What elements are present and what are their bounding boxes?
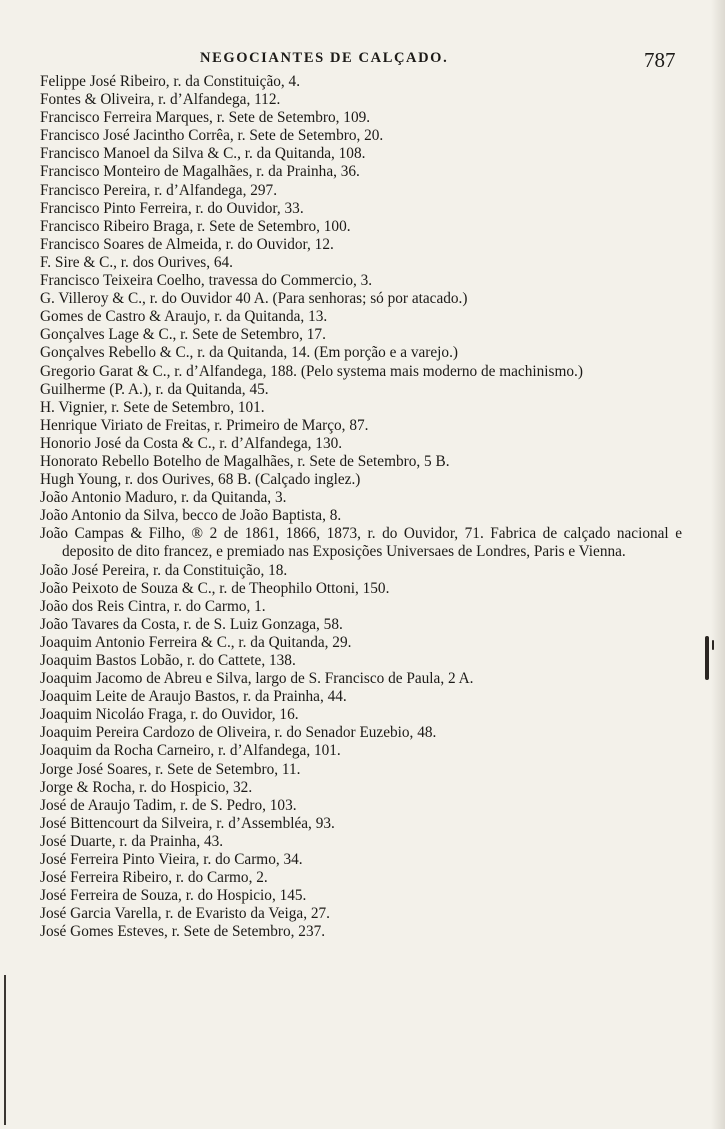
directory-entry: Francisco Teixeira Coelho, travessa do Commercio, 3. xyxy=(40,272,373,290)
page-number: 787 xyxy=(644,48,676,72)
directory-entry: Francisco José Jacintho Corrêa, r. Sete de Setembro, 20. xyxy=(40,127,384,145)
directory-entry: Francisco Manoel da Silva & C., r. da Quitanda, 108. xyxy=(40,145,366,163)
directory-entry: Henrique Viriato de Freitas, r. Primeiro de Março, 87. xyxy=(40,416,369,434)
directory-entry: Jorge José Soares, r. Sete de Setembro, 11. xyxy=(40,760,301,778)
directory-entry: G. Villeroy & C., r. do Ouvidor 40 A. (Para senhoras; só por atacado.) xyxy=(40,290,468,308)
directory-entry: José Ferreira Ribeiro, r. do Carmo, 2. xyxy=(40,869,268,887)
directory-entry: Joaquim Pereira Cardozo de Oliveira, r. do Senador Euzebio, 48. xyxy=(40,724,437,742)
directory-entry: Francisco Pinto Ferreira, r. do Ouvidor, 33. xyxy=(40,199,304,217)
binding-edge-line xyxy=(4,975,6,1125)
directory-entry: José de Araujo Tadim, r. de S. Pedro, 103. xyxy=(40,796,297,814)
margin-ink-mark xyxy=(705,636,709,680)
directory-entry: José Ferreira de Souza, r. do Hospicio, 145. xyxy=(40,887,307,905)
directory-entry: Francisco Ribeiro Braga, r. Sete de Setembro, 100. xyxy=(40,217,351,235)
directory-entry: José Bittencourt da Silveira, r. d’Assembléa, 93. xyxy=(40,814,335,832)
page-edge-shadow xyxy=(711,0,725,1129)
directory-entry: João José Pereira, r. da Constituição, 18. xyxy=(40,561,288,579)
directory-entry: Francisco Pereira, r. d’Alfandega, 297. xyxy=(40,181,278,199)
directory-entry: Francisco Ferreira Marques, r. Sete de Setembro, 109. xyxy=(40,109,371,127)
directory-entry: José Duarte, r. da Prainha, 43. xyxy=(40,832,224,850)
directory-entry: Hugh Young, r. dos Ourives, 68 B. (Calçado inglez.) xyxy=(40,471,361,489)
directory-entry: Gomes de Castro & Araujo, r. da Quitanda, 13. xyxy=(40,308,328,326)
directory-entry: José Ferreira Pinto Vieira, r. do Carmo, 34. xyxy=(40,851,303,869)
directory-entry: José Garcia Varella, r. de Evaristo da Veiga, 27. xyxy=(40,905,330,923)
directory-entry: João Campas & Filho, ® 2 de 1861, 1866, 1873, r. do Ouvidor, 71. Fabrica de calçado nacional e deposito de dito francez, e premiado nas Exposições Universaes de Londres, Paris e Vienna. xyxy=(40,525,682,561)
directory-entry: Felippe José Ribeiro, r. da Constituição, 4. xyxy=(40,73,301,90)
directory-entry: Guilherme (P. A.), r. da Quitanda, 45. xyxy=(40,380,269,398)
directory-entry: Francisco Soares de Almeida, r. do Ouvidor, 12. xyxy=(40,235,334,253)
directory-entry: Francisco Monteiro de Magalhães, r. da Prainha, 36. xyxy=(40,163,360,181)
directory-entry: João Antonio Maduro, r. da Quitanda, 3. xyxy=(40,489,287,507)
page-header xyxy=(0,48,725,74)
directory-entry: F. Sire & C., r. dos Ourives, 64. xyxy=(40,253,233,271)
directory-entry: Fontes & Oliveira, r. d’Alfandega, 112. xyxy=(40,91,281,109)
directory-entry: João Antonio da Silva, becco de João Baptista, 8. xyxy=(40,507,342,525)
directory-entry: Honorato Rebello Botelho de Magalhães, r. Sete de Setembro, 5 B. xyxy=(40,452,450,470)
directory-entry: Joaquim Leite de Araujo Bastos, r. da Prainha, 44. xyxy=(40,688,347,706)
directory-entry: Joaquim da Rocha Carneiro, r. d’Alfandega, 101. xyxy=(40,742,341,760)
directory-entry: Gonçalves Lage & C., r. Sete de Setembro, 17. xyxy=(40,326,326,344)
directory-entry: Honorio José da Costa & C., r. d’Alfandega, 130. xyxy=(40,434,343,452)
running-title: NEGOCIANTES DE CALÇADO. xyxy=(200,50,449,66)
merchant-list xyxy=(40,73,682,942)
directory-entry: Jorge & Rocha, r. do Hospicio, 32. xyxy=(40,778,253,796)
directory-entry: Joaquim Nicoláo Fraga, r. do Ouvidor, 16. xyxy=(40,706,299,724)
directory-entry: Joaquim Jacomo de Abreu e Silva, largo de S. Francisco de Paula, 2 A. xyxy=(40,670,474,688)
directory-entry: H. Vignier, r. Sete de Setembro, 101. xyxy=(40,398,265,416)
directory-entry: Gregorio Garat & C., r. d’Alfandega, 188. (Pelo systema mais moderno de machinismo.) xyxy=(40,362,583,380)
directory-entry: João Tavares da Costa, r. de S. Luiz Gonzaga, 58. xyxy=(40,615,343,633)
directory-entry: João dos Reis Cintra, r. do Carmo, 1. xyxy=(40,597,266,615)
directory-entry: Joaquim Bastos Lobão, r. do Cattete, 138. xyxy=(40,652,296,669)
directory-entry: João Peixoto de Souza & C., r. de Theophilo Ottoni, 150. xyxy=(40,579,390,597)
margin-ink-mark-small xyxy=(712,640,714,650)
directory-entry: Gonçalves Rebello & C., r. da Quitanda, 14. (Em porção e a varejo.) xyxy=(40,344,458,362)
directory-entry: José Gomes Esteves, r. Sete de Setembro, 237. xyxy=(40,923,326,941)
directory-entry: Joaquim Antonio Ferreira & C., r. da Quitanda, 29. xyxy=(40,633,352,651)
